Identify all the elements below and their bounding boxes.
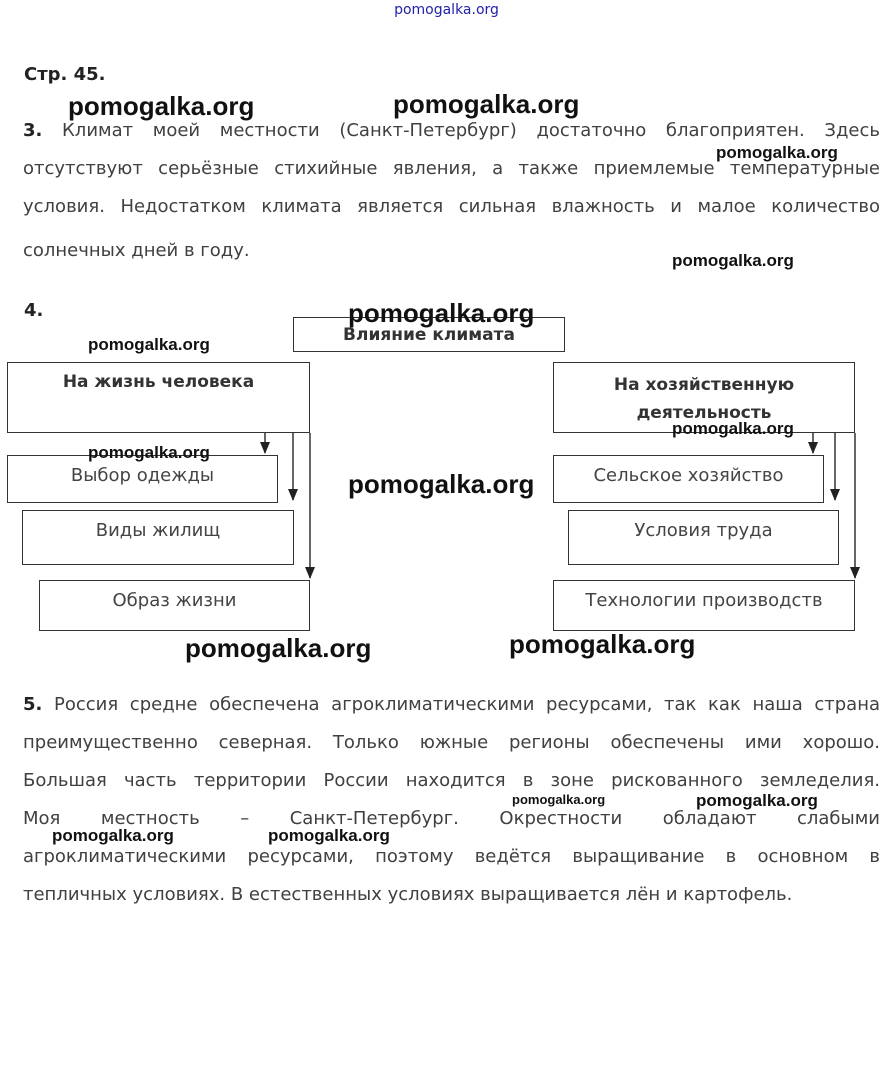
watermark: pomogalka.org: [88, 335, 210, 354]
task-3-line: солнечных дней в году.: [23, 240, 250, 261]
diagram-right-item-box: Условия труда: [568, 510, 839, 565]
task-5-line: 5. Россия средне обеспечена агроклиматическими ресурсами, так как наша страна: [23, 694, 880, 715]
watermark: pomogalka.org: [393, 89, 580, 119]
diagram-left-title-box: На жизнь человека: [7, 362, 310, 433]
diagram-left-item-box: Выбор одежды: [7, 455, 278, 503]
diagram-left-item-box: Образ жизни: [39, 580, 310, 631]
diagram-right-title-line: На хозяйственную: [613, 375, 795, 395]
watermark: pomogalka.org: [52, 826, 174, 845]
task-5-line: Моя местность – Санкт-Петербург. Окрестности обладают слабыми: [23, 808, 880, 829]
watermark: pomogalka.org: [88, 443, 210, 462]
diagram-right-item-box: Технологии производств: [553, 580, 855, 631]
task-5-line: Большая часть территории России находится в зоне рискованного земледелия.: [23, 770, 880, 791]
diagram-right-title-line: деятельность: [636, 403, 772, 423]
watermark: pomogalka.org: [348, 298, 535, 328]
diagram-root-box: Влияние климата: [293, 317, 565, 352]
diagram-left-item-box: Виды жилищ: [22, 510, 294, 565]
task-5-line: преимущественно северная. Только южные регионы обеспечены ими хорошо.: [23, 732, 880, 753]
watermark: pomogalka.org: [509, 629, 696, 659]
task-3-line: отсутствуют серьёзные стихийные явления, а также приемлемые температурные: [23, 158, 880, 179]
site-link[interactable]: pomogalka.org: [394, 2, 499, 18]
watermark: pomogalka.org: [348, 469, 535, 499]
task-5-number: 5.: [23, 694, 43, 715]
watermark: pomogalka.org: [716, 143, 838, 162]
task-4-number: 4.: [24, 300, 44, 321]
watermark: pomogalka.org: [512, 792, 606, 807]
task-3-line: условия. Недостатком климата является сильная влажность и малое количество: [23, 196, 880, 217]
task-5-line: агроклиматическими ресурсами, поэтому ведётся выращивание в основном в: [23, 846, 880, 867]
watermark: pomogalka.org: [185, 633, 372, 663]
task-3-line: 3. Климат моей местности (Санкт-Петербург) достаточно благоприятен. Здесь: [23, 120, 880, 141]
watermark: pomogalka.org: [696, 791, 818, 810]
watermark: pomogalka.org: [672, 251, 794, 270]
watermark: pomogalka.org: [268, 826, 390, 845]
task-5-line: тепличных условиях. В естественных условиях выращивается лён и картофель.: [23, 884, 793, 905]
task-3-number: 3.: [23, 120, 43, 141]
page-reference: Стр. 45.: [24, 64, 106, 85]
watermark: pomogalka.org: [68, 91, 255, 121]
watermark: pomogalka.org: [672, 419, 794, 438]
diagram-right-item-box: Сельское хозяйство: [553, 455, 824, 503]
